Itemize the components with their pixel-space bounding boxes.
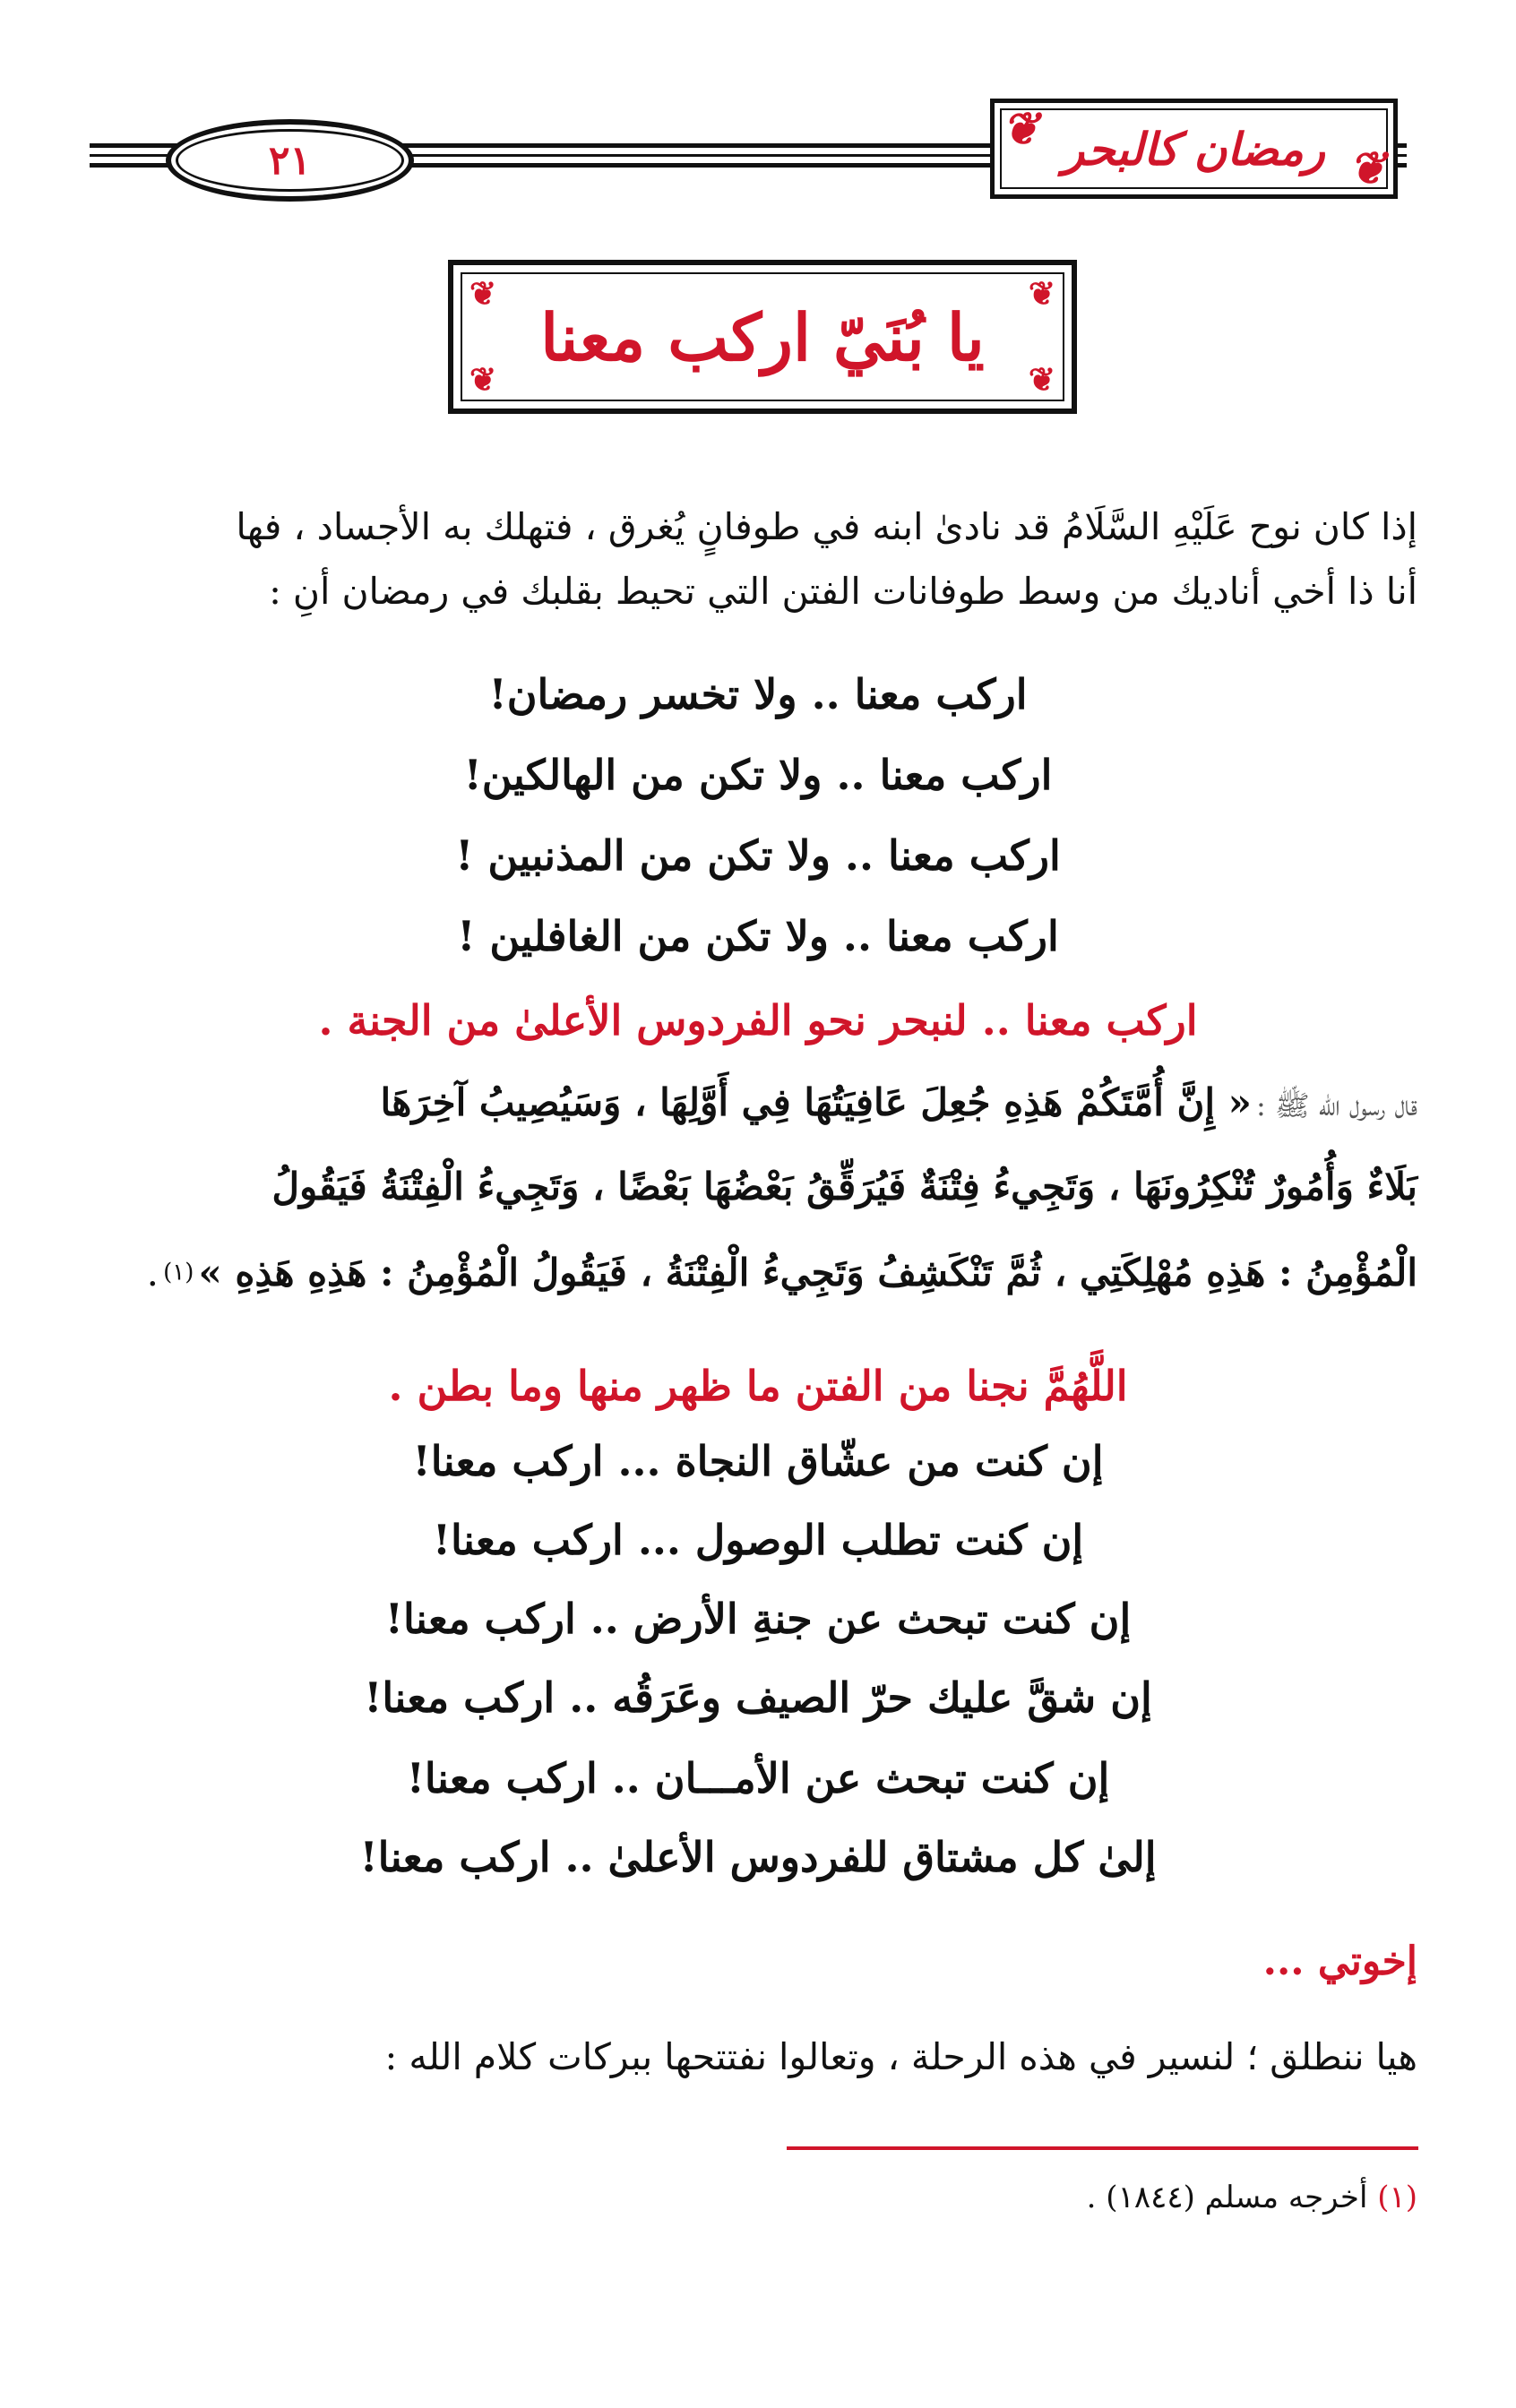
- verse-line: إن شقَّ عليك حرّ الصيف وعَرَقُه .. اركب معنا!: [364, 1673, 1152, 1722]
- hadith-line-2: بَلَاءٌ وَأُمُورٌ تُنْكِرُونَهَا ، وَتَجِيءُ فِتْنَةٌ فَيُرَقِّقُ بَعْضُهَا بَعْضًا ، وَتَجِيءُ الْفِتْنَةُ فَيَقُولُ: [271, 1165, 1417, 1208]
- footnote-text: أخرجه مسلم (١٨٤٤) .: [1086, 2180, 1368, 2215]
- footnote-ref: (١): [163, 1259, 194, 1286]
- hadith-text: « إِنَّ أُمَّتَكُمْ هَذِهِ جُعِلَ عَافِيَتُهَا فِي أَوَّلِهَا ، وَسَيُصِيبُ آخِرَهَا: [380, 1080, 1252, 1124]
- call-line: اركب معنا .. ولا تخسر رمضان!: [488, 670, 1028, 718]
- footnote-number: (١): [1377, 2180, 1417, 2215]
- verse-line: إن كنت تبحث عن الأمـــان .. اركب معنا!: [406, 1754, 1110, 1802]
- hadith-text: الْمُؤْمِنُ : هَذِهِ مُهْلِكَتِي ، ثُمَّ تَنْكَشِفُ وَتَجِيءُ الْفِتْنَةُ ، فَيَقُولُ الْمُؤْمِنُ : هَذِهِ هَذِهِ »: [198, 1251, 1417, 1294]
- call-line: اركب معنا .. ولا تكن من الغافلين !: [457, 912, 1059, 960]
- ornament-icon: ❦: [469, 361, 497, 399]
- chapter-title: يا بُنَيّ اركب معنا: [540, 298, 985, 375]
- footnote-rule: [787, 2146, 1418, 2150]
- intro-line-1: إذا كان نوح عَلَيْهِ السَّلَامُ قد نادىٰ ابنه في طوفانٍ يُغرق ، فتهلك به الأجساد ، فها: [236, 505, 1417, 548]
- running-title-box: [990, 99, 1398, 199]
- running-title: رمضان كالبحر: [1063, 122, 1325, 176]
- hadith-intro: قال رسول الله ﷺ :: [1256, 1088, 1417, 1122]
- section-heading: إخوتي ...: [1262, 1939, 1417, 1984]
- hadith-line-3: الْمُؤْمِنُ : هَذِهِ مُهْلِكَتِي ، ثُمَّ تَنْكَشِفُ وَتَجِيءُ الْفِتْنَةُ ، فَيَقُولُ الْمُؤْمِنُ : هَذِهِ هَذِهِ » (١) .: [146, 1251, 1417, 1294]
- call-line: اركب معنا .. ولا تكن من الهالكين!: [463, 751, 1053, 799]
- verse-line: إن كنت من عشّاق النجاة ... اركب معنا!: [412, 1437, 1104, 1485]
- footnote: [1087, 2182, 1417, 2213]
- verse-line: إن كنت تطلب الوصول ... اركب معنا!: [432, 1516, 1084, 1564]
- page-header: [90, 97, 1407, 195]
- chapter-title-box: [448, 260, 1077, 414]
- ornament-icon: ❦: [1348, 142, 1386, 194]
- ornament-icon: ❦: [1028, 361, 1055, 399]
- hadith-line-1: [380, 1080, 1417, 1124]
- ornament-icon: ❦: [469, 275, 497, 313]
- dua-line: اللَّهُمَّ نجنا من الفتن ما ظهر منها وما بطن .: [388, 1362, 1128, 1410]
- page-number-oval: [166, 119, 414, 202]
- verse-line: إلىٰ كل مشتاق للفردوس الأعلىٰ .. اركب معنا!: [359, 1833, 1157, 1881]
- ornament-icon: ❦: [1028, 275, 1055, 313]
- ornament-icon: ❦: [1002, 102, 1039, 155]
- page-number: ٢١: [268, 137, 312, 184]
- call-line: اركب معنا .. ولا تكن من المذنبين !: [455, 831, 1061, 880]
- intro-line-2: أنا ذا أخي أناديك من وسط طوفانات الفتن التي تحيط بقلبك في رمضان أنِ :: [269, 570, 1417, 613]
- closing-line: هيا ننطلق ؛ لنسير في هذه الرحلة ، وتعالوا نفتتحها ببركات كلام الله :: [384, 2035, 1417, 2078]
- red-call: اركب معنا .. لنبحر نحو الفردوس الأعلىٰ من الجنة .: [318, 996, 1198, 1045]
- verse-line: إن كنت تبحث عن جنةِ الأرض .. اركب معنا!: [384, 1595, 1132, 1643]
